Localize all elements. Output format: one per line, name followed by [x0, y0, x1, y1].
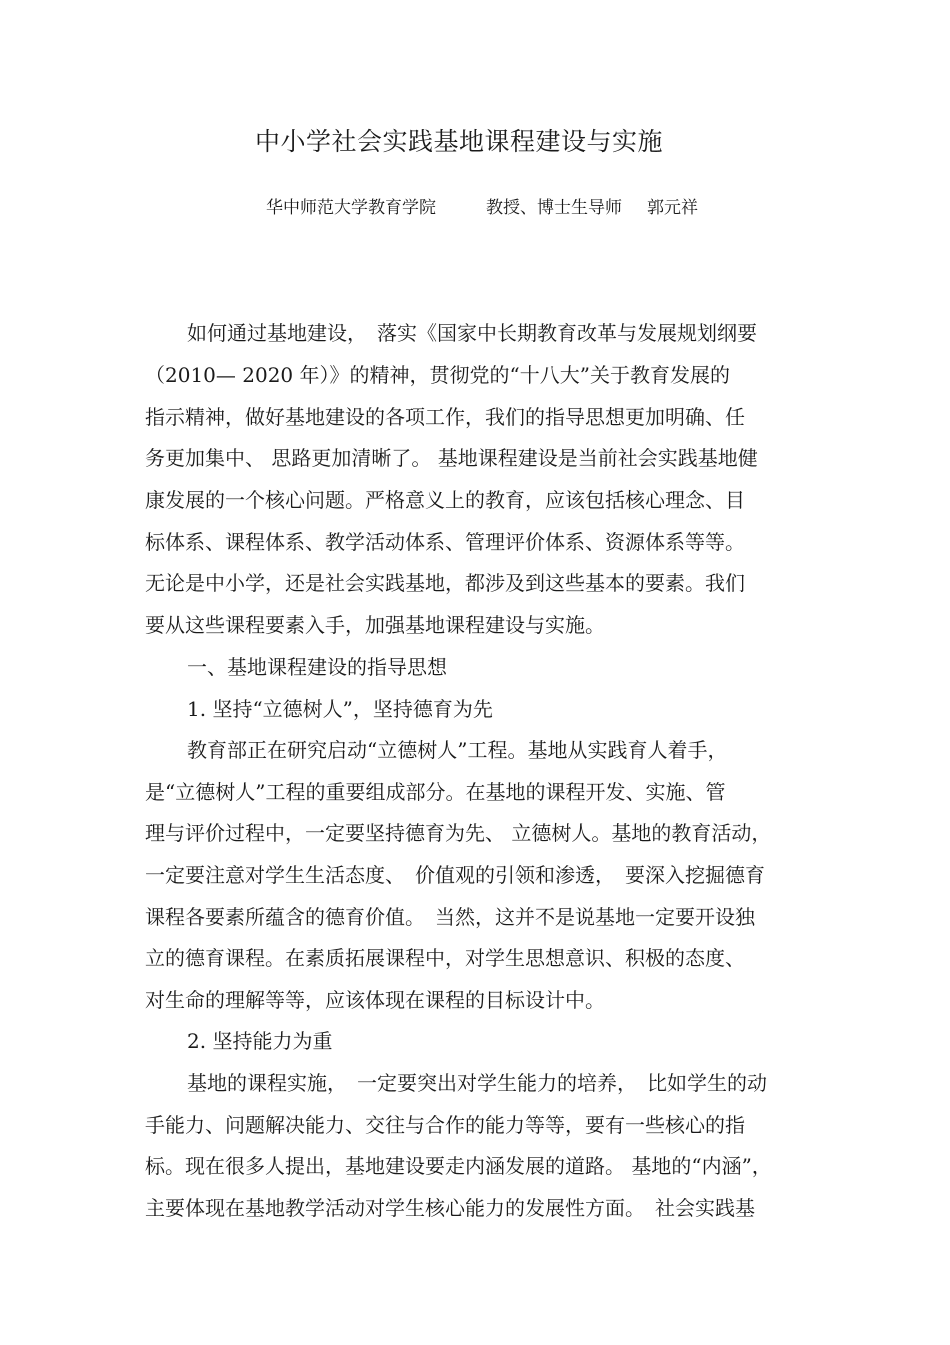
- subsection-heading: 1. 坚持“立德树人”，坚持德育为先: [187, 697, 493, 721]
- paragraph-line: 对生命的理解等等，应该体现在课程的目标设计中。: [145, 988, 605, 1012]
- paragraph-line: 要从这些课程要素入手，加强基地课程建设与实施。: [145, 613, 605, 637]
- author-title: 教授、博士生导师: [486, 198, 622, 218]
- paragraph-line: 一定要注意对学生生活态度、 价值观的引领和渗透， 要深入挖掘德育: [145, 863, 765, 887]
- paragraph-line: 基地的课程实施， 一定要突出对学生能力的培养， 比如学生的动: [187, 1071, 767, 1095]
- paragraph-line: 康发展的一个核心问题。严格意义上的教育，应该包括核心理念、目: [145, 488, 745, 512]
- paragraph-line: 是“立德树人”工程的重要组成部分。在基地的课程开发、实施、管: [145, 780, 726, 804]
- paragraph-line: 务更加集中、 思路更加清晰了。 基地课程建设是当前社会实践基地健: [145, 446, 758, 470]
- paragraph-line: 教育部正在研究启动“立德树人”工程。基地从实践育人着手，: [187, 738, 728, 762]
- section-heading: 一、基地课程建设的指导思想: [187, 655, 447, 679]
- paragraph-line: 如何通过基地建设， 落实《国家中长期教育改革与发展规划纲要: [187, 321, 757, 345]
- paragraph-line: 指示精神，做好基地建设的各项工作，我们的指导思想更加明确、任: [145, 405, 745, 429]
- author-name: 郭元祥: [647, 198, 698, 218]
- paragraph-line: 主要体现在基地教学活动对学生核心能力的发展性方面。 社会实践基: [145, 1196, 755, 1220]
- document-title: 中小学社会实践基地课程建设与实施: [254, 127, 663, 156]
- paragraph-line: 无论是中小学，还是社会实践基地，都涉及到这些基本的要素。我们: [145, 571, 745, 595]
- paragraph-line: 理与评价过程中，一定要坚持德育为先、 立德树人。基地的教育活动，: [145, 821, 772, 845]
- paragraph-line: 标。现在很多人提出，基地建设要走内涵发展的道路。 基地的“内涵”，: [145, 1154, 772, 1178]
- paragraph-line: 立的德育课程。在素质拓展课程中，对学生思想意识、积极的态度、: [145, 946, 745, 970]
- author-institution: 华中师范大学教育学院: [266, 198, 436, 218]
- paragraph-line: （2010— 2020 年）》的精神，贯彻党的“十八大”关于教育发展的: [145, 363, 730, 387]
- paragraph-line: 课程各要素所蕴含的德育价值。 当然，这并不是说基地一定要开设独: [145, 905, 755, 929]
- paragraph-line: 手能力、问题解决能力、交往与合作的能力等等，要有一些核心的指: [145, 1113, 745, 1137]
- subsection-heading: 2. 坚持能力为重: [187, 1029, 333, 1053]
- paragraph-line: 标体系、课程体系、教学活动体系、管理评价体系、资源体系等等。: [145, 530, 745, 554]
